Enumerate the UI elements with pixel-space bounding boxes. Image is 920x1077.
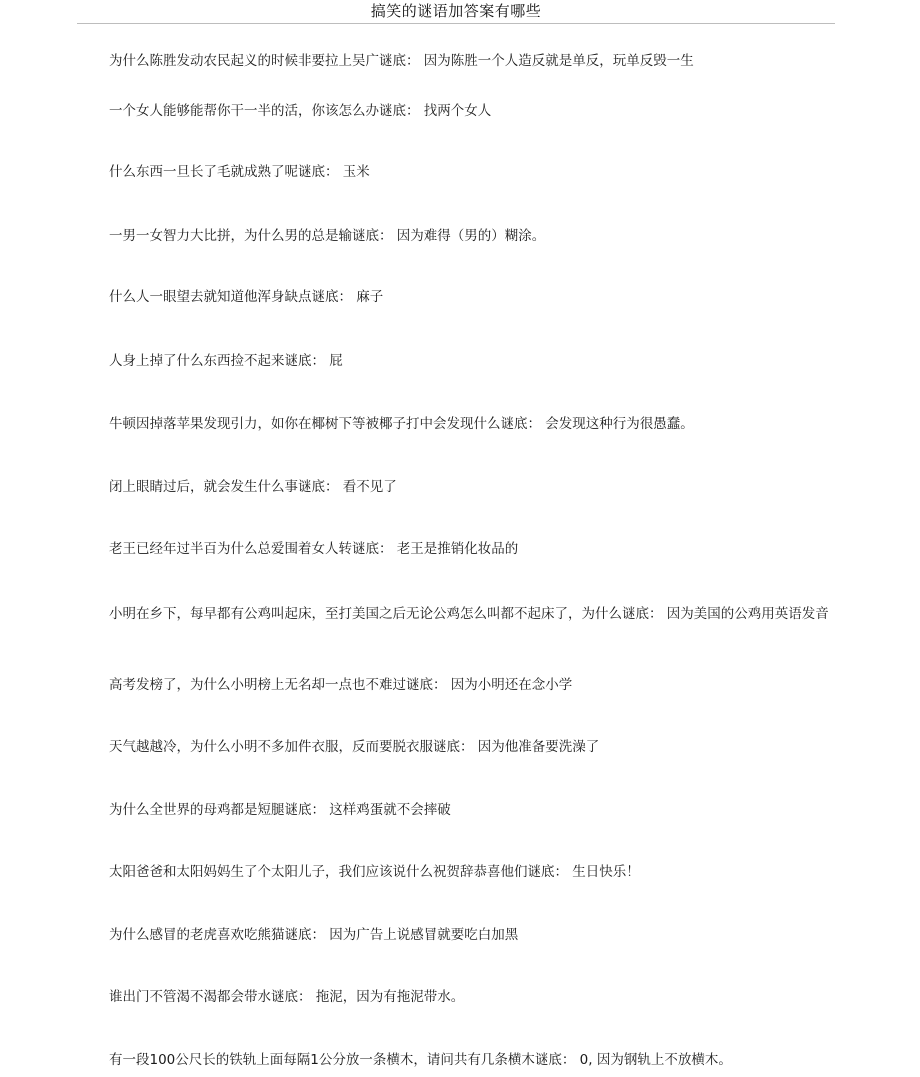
riddle-answer: 因为难得（男的）糊涂。 xyxy=(396,228,546,244)
riddle-answer: 这样鸡蛋就不会摔破 xyxy=(329,802,451,818)
riddle-question: 天气越越冷，为什么小明不多加件衣服，反而要脱衣服 xyxy=(109,739,433,755)
riddle-question: 为什么陈胜发动农民起义的时候非要拉上吴广 xyxy=(109,53,379,69)
riddle-question: 高考发榜了，为什么小明榜上无名却一点也不难过 xyxy=(109,677,406,693)
riddle-answer: 因为他准备要洗澡了 xyxy=(477,739,600,755)
riddle-answer: 因为广告上说感冒就要吃白加黑 xyxy=(329,927,519,943)
riddle-answer: 生日快乐！ xyxy=(572,864,640,880)
riddle-answer: 会发现这种行为很愚蠢。 xyxy=(545,416,694,432)
riddle-question: 什么东西一旦长了毛就成熟了呢 xyxy=(109,164,298,180)
riddle-item xyxy=(77,101,835,121)
riddle-question: 太阳爸爸和太阳妈妈生了个太阳儿子，我们应该说什么祝贺辞恭喜他们 xyxy=(109,864,528,880)
document-header xyxy=(77,0,835,24)
riddle-question: 谁出门不管渴不渴都会带水 xyxy=(109,989,271,1005)
riddle-answer: 玉米 xyxy=(342,164,370,180)
answer-separator: 谜底： xyxy=(500,416,541,432)
answer-separator: 谜底： xyxy=(284,353,325,369)
answer-separator: 谜底： xyxy=(352,228,393,244)
riddle-answer: 看不见了 xyxy=(342,479,397,495)
riddle-item xyxy=(77,351,835,371)
riddle-item xyxy=(77,925,835,945)
riddle-answer: 屁 xyxy=(329,353,343,369)
document-title: 搞笑的谜语加答案有哪些 xyxy=(370,2,542,20)
riddle-question: 牛顿因掉落苹果发现引力，如你在椰树下等被椰子打中会发现什么 xyxy=(109,416,501,432)
answer-separator: 谜底： xyxy=(622,606,663,622)
riddle-answer: 拖泥，因为有拖泥带水。 xyxy=(315,989,465,1005)
answer-separator: 谜底： xyxy=(298,479,339,495)
riddle-item xyxy=(77,737,835,757)
riddle-question: 为什么感冒的老虎喜欢吃熊猫 xyxy=(109,927,285,943)
riddle-question: 小明在乡下，每早都有公鸡叫起床，至打美国之后无论公鸡怎么叫都不起床了，为什么 xyxy=(109,606,622,622)
riddle-answer: 因为美国的公鸡用英语发音 xyxy=(666,606,829,622)
riddle-item xyxy=(77,1050,835,1070)
riddle-item xyxy=(77,604,835,624)
answer-separator: 谜底： xyxy=(284,927,325,943)
answer-separator: 谜底： xyxy=(379,103,420,119)
riddle-question: 闭上眼睛过后，就会发生什么事 xyxy=(109,479,298,495)
riddle-item xyxy=(77,675,835,695)
riddle-answer: 找两个女人 xyxy=(423,103,492,119)
answer-separator: 谜底： xyxy=(406,677,447,693)
riddle-answer: 0, 因为钢轨上不放横木。 xyxy=(579,1052,732,1068)
answer-separator: 谜底： xyxy=(433,739,474,755)
riddle-item xyxy=(77,287,835,307)
riddle-item xyxy=(77,477,835,497)
riddle-item xyxy=(77,226,835,246)
riddle-answer: 麻子 xyxy=(356,289,384,305)
riddle-question: 有一段100公尺长的铁轨上面每隔1公分放一条横木，请问共有几条横木 xyxy=(109,1052,535,1068)
answer-separator: 谜底： xyxy=(311,289,352,305)
riddle-answer: 因为小明还在念小学 xyxy=(450,677,573,693)
riddle-item xyxy=(77,51,835,71)
answer-separator: 谜底： xyxy=(284,802,325,818)
riddle-question: 为什么全世界的母鸡都是短腿 xyxy=(109,802,285,818)
answer-separator: 谜底： xyxy=(534,1052,576,1068)
riddle-answer: 老王是推销化妆品的 xyxy=(396,541,519,557)
riddle-question: 一男一女智力大比拼，为什么男的总是输 xyxy=(109,228,352,244)
answer-separator: 谜底： xyxy=(298,164,339,180)
riddle-question: 老王已经年过半百为什么总爱围着女人转 xyxy=(109,541,352,557)
riddle-item xyxy=(77,414,835,434)
answer-separator: 谜底： xyxy=(271,989,312,1005)
answer-separator: 谜底： xyxy=(352,541,393,557)
riddle-item xyxy=(77,162,835,182)
riddle-answer: 因为陈胜一个人造反就是单反，玩单反毁一生 xyxy=(423,53,694,69)
riddle-question: 什么人一眼望去就知道他浑身缺点 xyxy=(109,289,312,305)
riddle-item xyxy=(77,862,835,882)
riddle-question: 一个女人能够能帮你干一半的活，你该怎么办 xyxy=(109,103,379,119)
riddle-item xyxy=(77,987,835,1007)
answer-separator: 谜底： xyxy=(379,53,420,69)
riddle-item xyxy=(77,539,835,559)
riddle-item xyxy=(77,800,835,820)
riddle-question: 人身上掉了什么东西捡不起来 xyxy=(109,353,285,369)
answer-separator: 谜底： xyxy=(527,864,568,880)
